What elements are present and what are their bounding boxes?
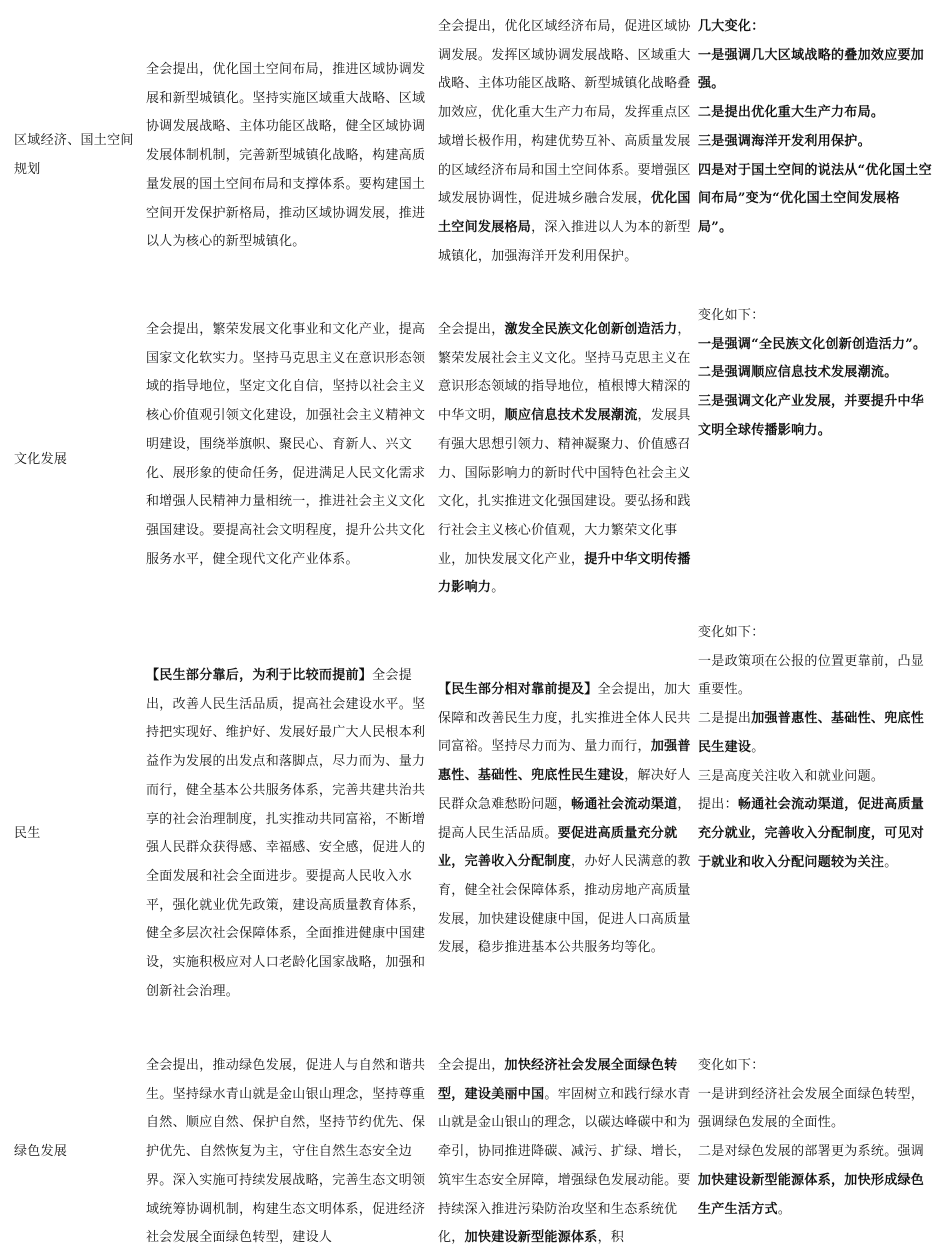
- text-segment: 提出：: [698, 797, 738, 813]
- change-item: 三是强调海洋开发利用保护。: [698, 133, 871, 149]
- text-segment: 二是提出: [698, 711, 752, 727]
- fourth-plenum-text: [438, 676, 694, 963]
- row-label-text: 区域经济、国土空间规划: [14, 133, 134, 177]
- text-segment: 。: [491, 580, 505, 596]
- text-segment: ，办好人民满意的教育，健全社会保障体系，推动房地产高质量发展，加快建设健康中国，促进人口高质量发展，稳步推进基本公共服务均等化。: [438, 854, 691, 956]
- changes-intro: 几大变化：: [698, 19, 765, 34]
- text-segment: ，解决好人民群众急难愁盼问题，: [438, 768, 691, 812]
- row-label: [14, 1138, 140, 1167]
- bold-segment: 【民生部分靠后，为利于比较而提前】: [146, 668, 373, 683]
- fifth-plenum-text: [146, 56, 430, 257]
- bold-segment: 加强普惠性、基础性、兜底性民生建设: [438, 739, 691, 784]
- fourth-plenum-text: [438, 13, 694, 271]
- changes-intro: 变化如下：: [698, 625, 765, 640]
- text-segment: ，提高人民生活品质。: [438, 796, 691, 841]
- change-item: 四是对于国土空间的说法从“优化国土空间布局”变为“优化国土空间发展格局”。: [698, 162, 932, 235]
- row-label-text: 民生: [14, 826, 41, 841]
- changes-intro: 变化如下：: [698, 308, 765, 323]
- fourth-plenum-text: [438, 1052, 694, 1253]
- change-item: [698, 791, 932, 877]
- changes-intro: 变化如下：: [698, 1058, 765, 1073]
- text-segment: ，发展具有强大思想引领力、精神凝聚力、价值感召力、国际影响力的新时代中国特色社会主义文化，扎实推进文化强国建设。要弘扬和践行社会主义核心价值观，大力繁荣文化事业，加快发展文化产业，: [438, 408, 691, 567]
- changes-note: [698, 619, 932, 877]
- bold-segment: 加快建设新型能源体系，加快形成绿色生产生活方式: [698, 1172, 925, 1217]
- text-segment: 。牢固树立和践行绿水青山就是金山银山的理念，以碳达峰碳中和为牵引，协同推进降碳、减污、扩绿、增长，筑牢生态安全屏障，增强绿色发展动能。要持续深入推进污染防治攻坚和生态系统优化，: [438, 1086, 691, 1246]
- text-segment: 二是对绿色发展的部署更为系统。强调: [698, 1144, 925, 1160]
- bold-segment: 提升中华文明传播力影响力: [438, 551, 691, 596]
- changes-note: [698, 13, 932, 243]
- fifth-plenum-text: [146, 1052, 430, 1253]
- row-label-text: 文化发展: [14, 452, 68, 467]
- bold-segment: 加快建设新型能源体系: [464, 1230, 598, 1246]
- fifth-plenum-text: [146, 316, 430, 574]
- bold-segment: 激发全民族文化创新创造活力: [504, 322, 678, 337]
- change-item: 一是强调“全民族文化创新创造活力”。: [698, 336, 927, 352]
- row-label: [14, 820, 140, 849]
- text-segment: 全会提出，加大保障和改善民生力度，扎实推进全体人民共同富裕。坚持尽力而为、量力而行，: [438, 682, 691, 755]
- text-segment: ，繁荣发展社会主义文化。坚持马克思主义在意识形态领域的指导地位，植根博大精深的中华文明，: [438, 322, 691, 424]
- fifth-plenum-paragraph: 全会提出，优化国土空间布局，推进区域协调发展和新型城镇化。坚持实施区域重大战略、区域协调发展战略、主体功能区战略，健全区域协调发展体制机制，完善新型城镇化战略，构建高质量发展的国土空间布局和支撑体系。要构建国土空间开发保护新格局，推动区域协调发展，推进以人为核心的新型城镇化。: [146, 62, 426, 250]
- text-segment: 全会提出，: [438, 1058, 505, 1073]
- text-segment: 。: [884, 854, 898, 870]
- fifth-plenum-paragraph: 全会提出，繁荣发展文化事业和文化产业，提高国家文化软实力。坚持马克思主义在意识形态领域的指导地位，坚定文化自信，坚持以社会主义核心价值观引领文化建设，加强社会主义精神文明建设，围绕举旗帜、聚民心、育新人、兴文化、展形象的使命任务，促进满足人民文化需求和增强人民精神力量相统一，推进社会主义文化强国建设。要提高社会文明程度，提升公共文化服务水平，健全现代文化产业体系。: [146, 322, 426, 567]
- change-item: 一是政策项在公报的位置更靠前，凸显重要性。: [698, 653, 925, 698]
- change-item: 二是提出优化重大生产力布局。: [698, 105, 885, 121]
- changes-note: [698, 302, 932, 446]
- bold-segment: 加快经济社会发展全面绿色转型，建设美丽中国: [438, 1058, 678, 1102]
- fifth-plenum-paragraph: 全会提出，推动绿色发展，促进人与自然和谐共生。坚持绿水青山就是金山银山理念，坚持尊重自然、顺应自然、保护自然，坚持节约优先、保护优先、自然恢复为主，守住自然生态安全边界。深入实施可持续发展战略，完善生态文明领域统筹协调机制，构建生态文明体系，促进经济社会发展全面绿色转型，建设人: [146, 1058, 426, 1246]
- text-segment: 全会提出，优化区域经济布局，促进区域协调发展。发挥区域协调发展战略、区域重大战略、主体功能区战略、新型城镇化战略叠加效应，优化重大生产力布局，发挥重点区域增长极作用，构建优势互补、高质量发展的区域经济布局和国土空间体系。要增强区域发展协调性，促进城乡融合发展，: [438, 19, 691, 207]
- bold-segment: 加强普惠性、基础性、兜底性民生建设: [698, 711, 925, 755]
- bold-segment: 畅通社会流动渠道，促进高质量充分就业，完善收入分配制度，可见对于就业和收入分配问题较为关注: [698, 797, 925, 870]
- change-item: 三是高度关注收入和就业问题。: [698, 768, 885, 784]
- fourth-plenum-text: [438, 316, 694, 603]
- bold-segment: 要促进高质量充分就业，完善收入分配制度: [438, 825, 678, 870]
- fifth-plenum-text: [146, 662, 430, 1006]
- bold-segment: 畅通社会流动渠道: [571, 796, 678, 812]
- change-item: 三是强调文化产业发展，并要提升中华文明全球传播影响力。: [698, 394, 925, 438]
- bold-segment: 优化国土空间发展格局: [438, 191, 691, 235]
- text-segment: ，深入推进以人为本的新型城镇化，加强海洋开发利用保护。: [438, 219, 691, 264]
- text-segment: 。: [777, 1201, 792, 1217]
- row-label: [14, 127, 140, 184]
- text-segment: ，积: [597, 1230, 625, 1246]
- bold-segment: 【民生部分相对靠前提及】: [438, 682, 598, 697]
- bold-segment: 顺应信息技术发展潮流: [504, 408, 638, 424]
- change-item: [698, 705, 932, 762]
- change-item: 二是强调顺应信息技术发展潮流。: [698, 365, 898, 381]
- text-segment: 全会提出，: [438, 322, 505, 337]
- change-item: [698, 1138, 932, 1224]
- changes-note: [698, 1052, 932, 1224]
- change-item: 一是讲到经济社会发展全面绿色转型，强调绿色发展的全面性。: [698, 1086, 925, 1131]
- change-item: 一是强调几大区域战略的叠加效应要加强。: [698, 47, 925, 92]
- text-segment: 全会提出，改善人民生活品质，提高社会建设水平。坚持把实现好、维护好、发展好最广大人民根本利益作为发展的出发点和落脚点，尽力而为、量力而行，健全基本公共服务体系，完善共建共治共享的社会治理制度，扎实推动共同富裕，不断增强人民群众获得感、幸福感、安全感，促进人的全面发展和社会全面进步。要提高人民收入水平，强化就业优先政策，建设高质量教育体系，健全多层次社会保障体系，全面推进健康中国建设，实施积极应对人口老龄化国家战略，加强和创新社会治理。: [146, 668, 426, 999]
- row-label-text: 绿色发展: [14, 1144, 68, 1159]
- text-segment: 。: [751, 739, 765, 755]
- row-label: [14, 446, 140, 475]
